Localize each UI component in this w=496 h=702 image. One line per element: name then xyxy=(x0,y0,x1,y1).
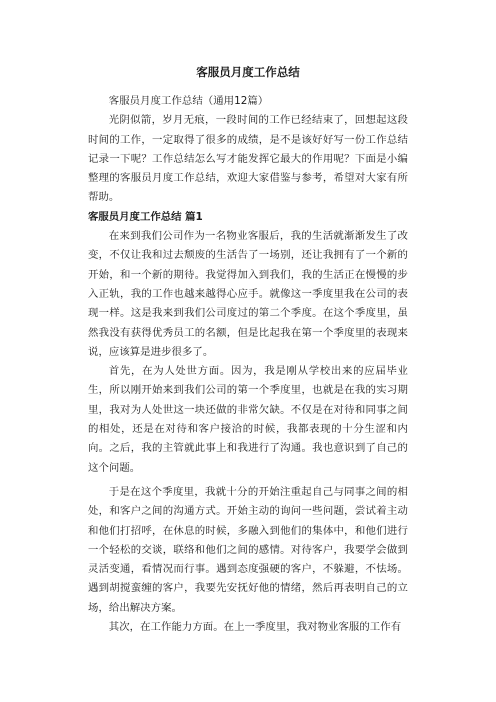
body-paragraph-3: 于是在这个季度里，我就十分的开始注重起自己与同事之间的相处，和客户之间的沟通方式。开始主动的询问一些问题，尝试着主动和他们打招呼，在休息的时候，多融入到他们的集体中，和他们进行一个轻松的交谈，联络和他们之间的感情。对待客户，我要学会做到灵活变通，看情况而行事。遇到态度强硬的客户，不躲避，不怯场。遇到胡搅蛮缠的客户，我要先安抚好他的情绪，然后再表明自己的立场，给出解决方案。 xyxy=(88,485,408,614)
section-heading: 客服员月度工作总结 篇1 xyxy=(88,210,203,223)
body-paragraph-2: 首先，在为人处世方面。因为，我是刚从学校出来的应届毕业生，所以刚开始来到我们公司的第一个季度里，也就是在我的实习期里，我对为人处世这一块还做的非常欠缺。不仅是在对待和同事之间的相处，还是在对待和客户接洽的时候，我都表现的十分生涩和内向。之后，我的主管就此事上和我进行了沟通。我也意识到了自己的这个问题。 xyxy=(88,365,408,474)
document-title: 客服员月度工作总结 xyxy=(196,65,300,79)
body-paragraph-1: 在来到我们公司作为一名物业客服后，我的生活就渐渐发生了改变，不仅让我和过去颓废的生活告了一场别，还让我拥有了一个新的开始，和一个新的期待。我觉得加入到我们，我的生活正在慢慢的步入正轨，我的工作也越来越得心应手。就像这一季度里我在公司的表现一样。这是我来到我们公司度过的第二个季度。在这个季度里，虽然我没有获得优秀员工的名额，但是比起我在第一个季度里的表现来说，应该算是进步很多了。 xyxy=(88,230,408,358)
body-paragraph-4: 其次，在工作能力方面。在上一季度里，我对物业客服的工作有 xyxy=(108,621,402,634)
intro-paragraph: 光阴似箭，岁月无痕，一段时间的工作已经结束了，回想起这段时间的工作，一定取得了很多的成绩，是不是该好好写一份工作总结记录一下呢？工作总结怎么写才能发挥它最大的作用呢？下面是小编整理的客服员月度工作总结，欢迎大家借鉴与参考，希望对大家有所帮助。 xyxy=(88,114,408,204)
document-subtitle: 客服员月度工作总结（通用12篇） xyxy=(108,95,269,107)
